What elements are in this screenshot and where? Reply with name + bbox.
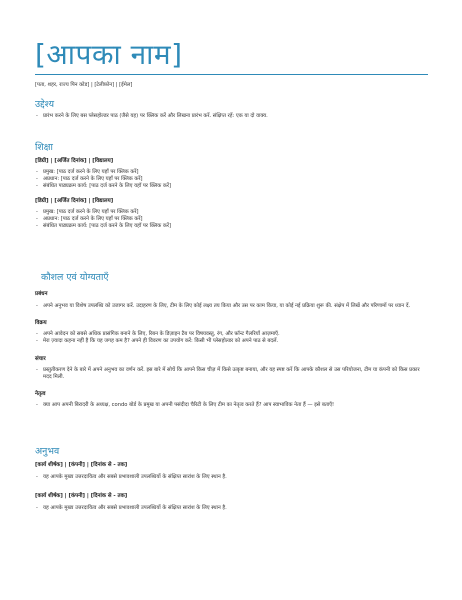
education-entry-1-minor[interactable]: - अप्रधान: [पाठ दर्ज करने के लिए यहाँ पर क्लिक करें] bbox=[35, 176, 432, 183]
experience-section bbox=[35, 446, 432, 512]
experience-entry-1-summary[interactable]: - यह आपके मुख्य उत्तरदायित्व और सबसे प्रभावशाली उपलब्धियों के संक्षिप्त सारांश के लिए स्थान है. bbox=[35, 474, 432, 481]
experience-heading: अनुभव bbox=[35, 446, 60, 457]
experience-entry-2-summary[interactable]: - यह आपके मुख्य उत्तरदायित्व और सबसे प्रभावशाली उपलब्धियों के संक्षिप्त सारांश के लिए स्थान है. bbox=[35, 505, 432, 512]
education-entry-2-major[interactable]: - प्रमुख: [पाठ दर्ज करने के लिए यहाँ पर क्लिक करें] bbox=[35, 209, 432, 216]
education-entry-2-coursework[interactable]: - संबंधित पाठ्यक्रम कार्य: [पाठ दर्ज करने के लिए यहाँ पर क्लिक करें] bbox=[35, 223, 432, 230]
education-entry-1-coursework[interactable]: - संबंधित पाठ्यक्रम कार्य: [पाठ दर्ज करने के लिए यहाँ पर क्लिक करें] bbox=[35, 183, 432, 190]
skills-group-sales-item-1[interactable]: - अपने आवेदन को सबसे अधिक प्रासंगिक बनाने के लिए, रिबन के डिज़ाइन टैब पर विषयवस्तु, रंग, और फ़ॉन्ट गैलरियाँ आज़माएँ. bbox=[35, 331, 432, 338]
objective-heading: उद्देश्य bbox=[35, 99, 55, 110]
education-entry-1-line[interactable]: [डिग्री] | [अर्जित दिनांक] | [विद्यालय] bbox=[35, 158, 114, 164]
skills-group-sales-title: विक्रय bbox=[35, 320, 47, 327]
education-section bbox=[35, 142, 432, 230]
education-entry-2-line[interactable]: [डिग्री] | [अर्जित दिनांक] | [विद्यालय] bbox=[35, 197, 114, 204]
skills-group-leadership-item[interactable]: - क्या आप अपनी बिरादरी के अध्यक्ष, condo बोर्ड के प्रमुख या अपनी पसंदीदा चैरिटी के लिए टीम का नेतृत्व करते हैं? आप स्वाभाविक नेता हैं — इसे बताएँ! bbox=[35, 402, 432, 409]
education-entry-2-minor[interactable]: - अप्रधान: [पाठ दर्ज करने के लिए यहाँ पर क्लिक करें] bbox=[35, 216, 432, 223]
skills-group-communication-item[interactable]: - प्रस्तुतीकरण देने के बारे में अपने अनुभव का वर्णन करें. इस बारे में सोचें कि आपने किस चीज़ में किसे उत्कृष्ट बनाया, और यह स्पष्ट करें कि आपके कौशल से उस परियोजना, टीम या कंपनी को किस प्रकार मदद मिली. bbox=[35, 367, 432, 381]
objective-text[interactable]: - प्रारंभ करने के लिए बस प्लेसहोल्डर पाठ (जैसे यह) पर क्लिक करें और लिखना प्रारंभ करें. संक्षिप्त रहें: एक या दो वाक्य. bbox=[35, 113, 432, 120]
resume-name[interactable]: [आपका नाम] bbox=[35, 38, 183, 71]
experience-entry-1-line[interactable]: [कार्य शीर्षक] | [कंपनी] | [दिनांक से - तक] bbox=[35, 462, 128, 468]
skills-group-leadership-title: नेतृत्व bbox=[35, 391, 46, 398]
skills-group-communication-title: संचार bbox=[35, 355, 46, 362]
education-entry-1-major[interactable]: - प्रमुख: [पाठ दर्ज करने के लिए यहाँ पर क्लिक करें] bbox=[35, 169, 432, 176]
skills-group-sales-item-2[interactable]: - मेरा ज़्यादा कहना नहीं है कि यह जगह कम है? अपने ही विवरण का उपयोग करें: किसी भी प्लेसहोल्डर को अपने पाठ से बदलें. bbox=[35, 338, 432, 345]
objective-section bbox=[35, 99, 432, 120]
name-divider bbox=[35, 74, 428, 75]
contact-line[interactable]: [पता, शहर, राज्य पिन कोड] | [टेलीफ़ोन] | [ईमेल] bbox=[35, 82, 133, 88]
skills-heading: कौशल एवं योग्यताएँ bbox=[41, 272, 109, 283]
skills-section bbox=[35, 272, 432, 409]
skills-group-management-item[interactable]: - अपने अनुभव या विशेष उपलब्धि को उजागर करें. उदाहरण के लिए, टीम के लिए कोई लक्ष्य तय किया और उस पर काम किया, या कोई नई प्रक्रिया शुरू की. संक्षेप में लिखें और परिणामों पर ध्यान दें. bbox=[35, 303, 432, 310]
education-heading: शिक्षा bbox=[35, 142, 53, 153]
experience-entry-2-line[interactable]: [कार्य शीर्षक] | [कंपनी] | [दिनांक से - तक] bbox=[35, 493, 128, 500]
skills-group-management-title: प्रबंधन bbox=[35, 291, 48, 297]
